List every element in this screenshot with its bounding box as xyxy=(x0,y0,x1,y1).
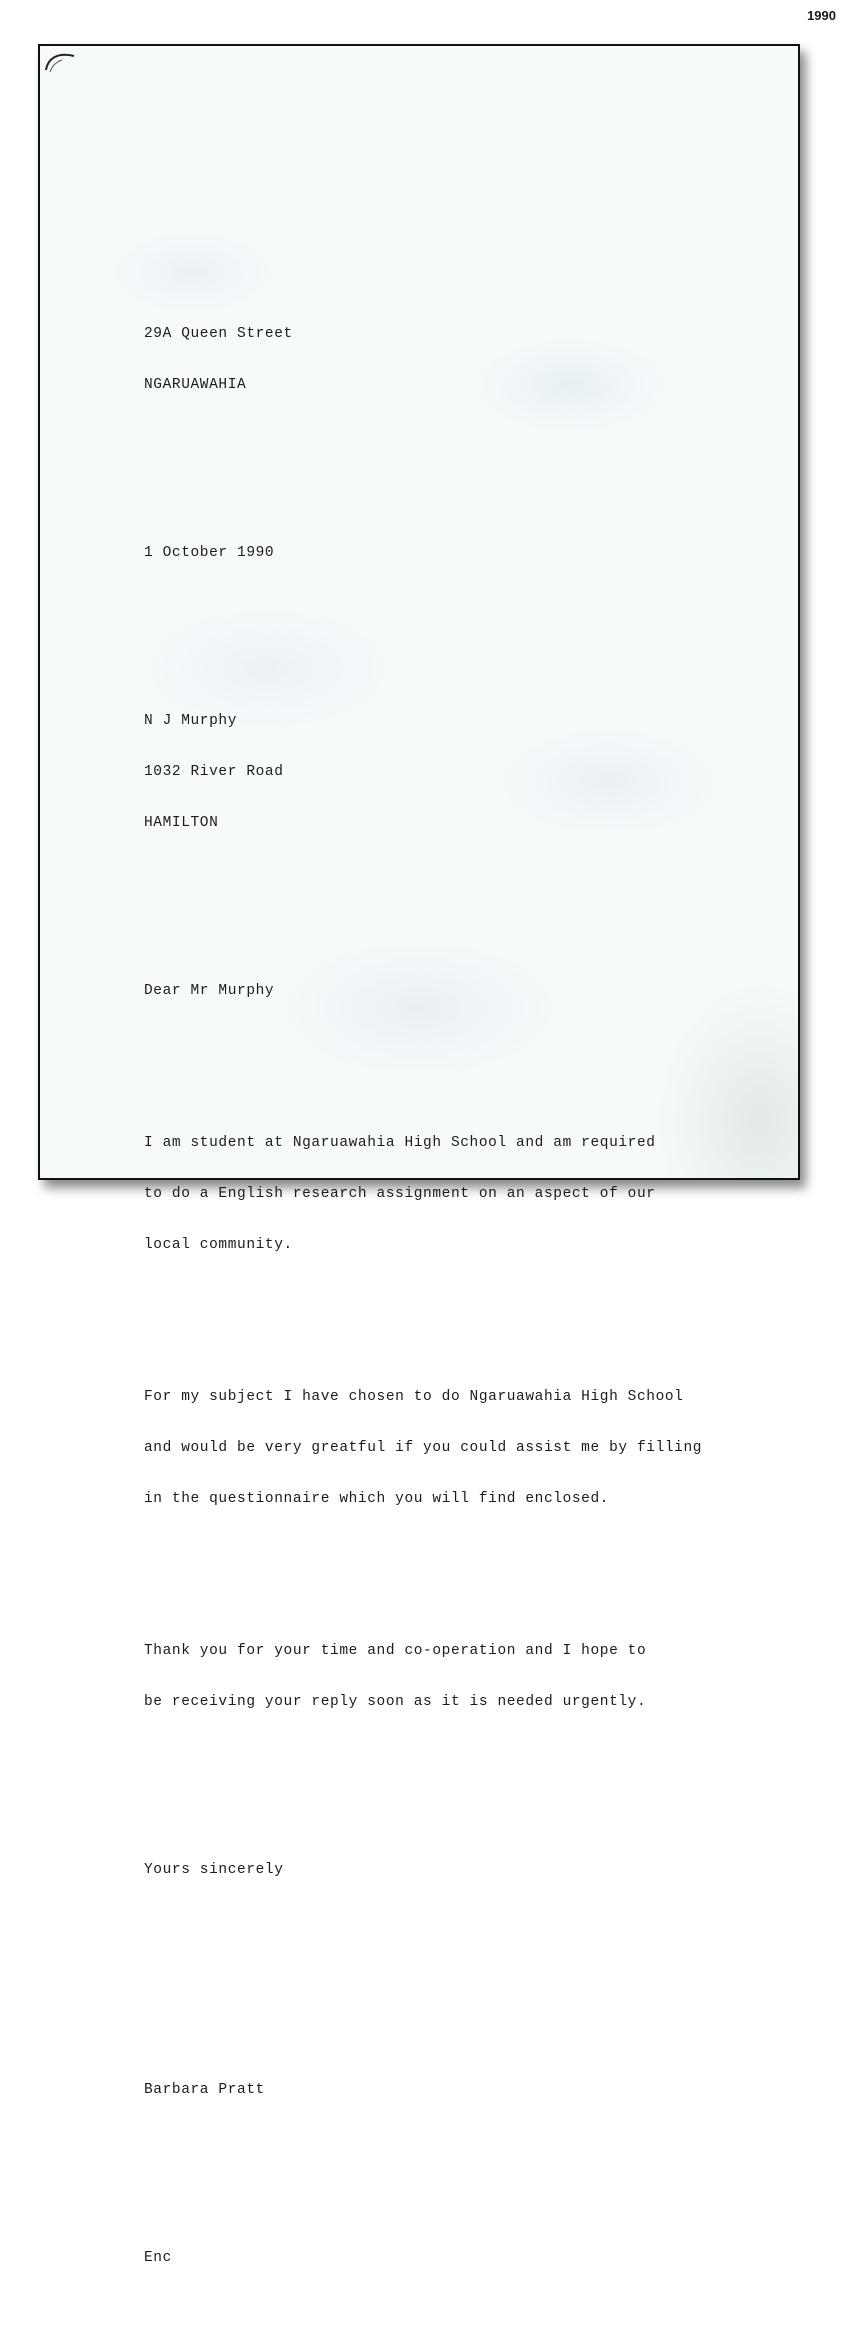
closing xyxy=(144,1828,764,1913)
paragraph-line: to do a English research assignment on an aspect of our xyxy=(144,1186,656,1202)
paragraph-line: and would be very greatful if you could assist me by filling xyxy=(144,1440,703,1456)
paragraph-line: I am student at Ngaruawahia High School and am required xyxy=(144,1135,656,1151)
salutation xyxy=(144,949,764,1034)
recipient-address-line: HAMILTON xyxy=(144,815,219,831)
paragraph-line: For my subject I have chosen to do Ngaruawahia High School xyxy=(144,1389,684,1405)
signature-name xyxy=(144,2048,764,2133)
paragraph-line: in the questionnaire which you will find enclosed. xyxy=(144,1491,610,1507)
paragraph-line: local community. xyxy=(144,1237,293,1253)
enclosure-text: Enc xyxy=(144,2250,172,2266)
sender-address-line: NGARUAWAHIA xyxy=(144,377,247,393)
year-label: 1990 xyxy=(807,8,836,23)
recipient-address-line: N J Murphy xyxy=(144,713,238,729)
letter-body xyxy=(144,258,764,2335)
body-paragraph xyxy=(144,1355,764,1542)
recipient-address-line: 1032 River Road xyxy=(144,764,284,780)
signature-text: Barbara Pratt xyxy=(144,2082,265,2098)
date-text: 1 October 1990 xyxy=(144,545,275,561)
paragraph-line: Thank you for your time and co-operation and I hope to xyxy=(144,1643,647,1659)
sender-address xyxy=(144,292,764,428)
recipient-address xyxy=(144,679,764,866)
body-paragraph xyxy=(144,1101,764,1288)
enclosure-note xyxy=(144,2216,764,2301)
paragraph-line: be receiving your reply soon as it is needed urgently. xyxy=(144,1694,647,1710)
letter-date xyxy=(144,511,764,596)
page-curl-mark xyxy=(44,48,78,74)
salutation-text: Dear Mr Murphy xyxy=(144,983,275,999)
sender-address-line: 29A Queen Street xyxy=(144,326,293,342)
closing-text: Yours sincerely xyxy=(144,1862,284,1878)
body-paragraph xyxy=(144,1609,764,1745)
letter-page xyxy=(38,44,800,2266)
